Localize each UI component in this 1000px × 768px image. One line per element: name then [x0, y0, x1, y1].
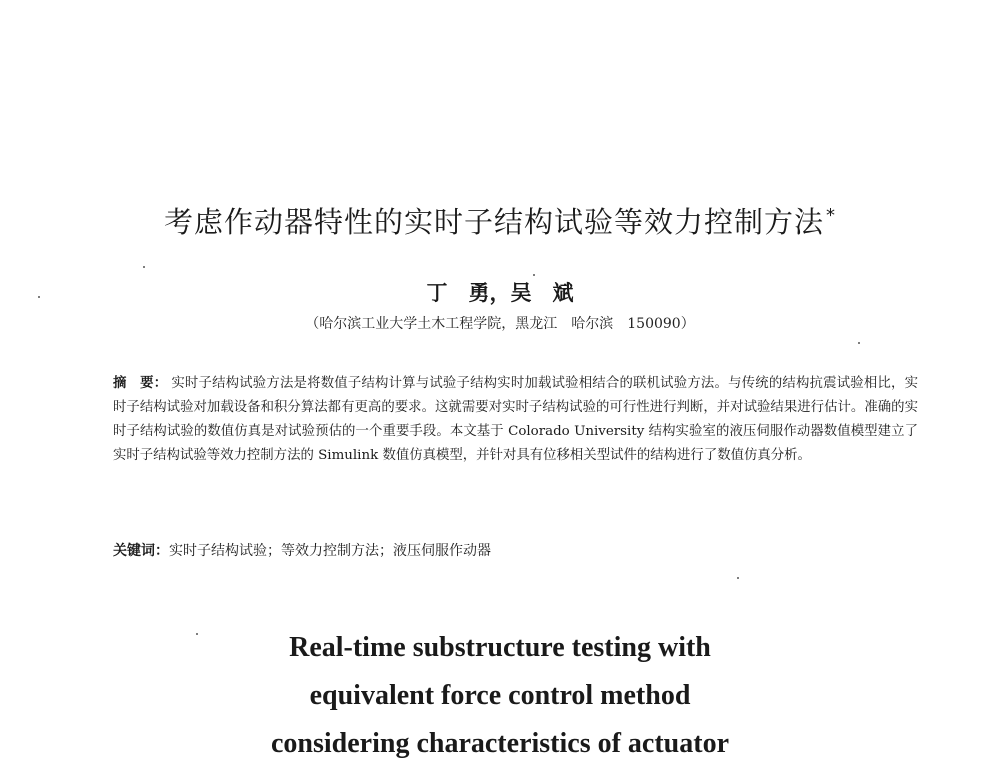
scan-speck — [143, 266, 145, 268]
scan-speck — [533, 274, 535, 276]
abstract — [113, 372, 918, 468]
english-title — [0, 624, 1000, 768]
keywords-label: 关键词： — [113, 543, 169, 559]
title-footnote-mark: * — [826, 205, 836, 227]
affiliation: （哈尔滨工业大学土木工程学院，黑龙江 哈尔滨 150090） — [305, 316, 695, 332]
authors: 丁 勇，吴 斌 — [426, 280, 574, 305]
english-title-line-3: considering characteristics of actuator — [271, 728, 729, 759]
scan-speck — [196, 633, 198, 635]
scan-speck — [38, 296, 40, 298]
chinese-title — [0, 200, 1000, 241]
scan-speck — [737, 577, 739, 579]
scan-speck — [858, 342, 860, 344]
keywords-text: 实时子结构试验；等效力控制方法；液压伺服作动器 — [169, 543, 491, 559]
abstract-label: 摘 要： — [113, 376, 168, 391]
english-title-line-2: equivalent force control method — [309, 680, 691, 711]
keywords — [113, 540, 918, 560]
english-title-line-1: Real-time substructure testing with — [289, 632, 711, 663]
chinese-title-text: 考虑作动器特性的实时子结构试验等效力控制方法 — [163, 205, 824, 239]
abstract-text: 实时子结构试验方法是将数值子结构计算与试验子结构实时加载试验相结合的联机试验方法。与传统的结构抗震试验相比，实时子结构试验对加载设备和积分算法都有更高的要求。这就需要对实时子结构试验的可行性进行判断，并对试验结果进行估计。准确的实时子结构试验的数值仿真是对试验预估的一个重要手段。本文基于 Colorado University 结构实验室的液压伺服作动器数值模型建立了实时子结构试验等效力控制方法的 Simulink 数值仿真模型，并针对具有位移相关型试件的结构进行了数值仿真分析。 — [113, 376, 919, 463]
